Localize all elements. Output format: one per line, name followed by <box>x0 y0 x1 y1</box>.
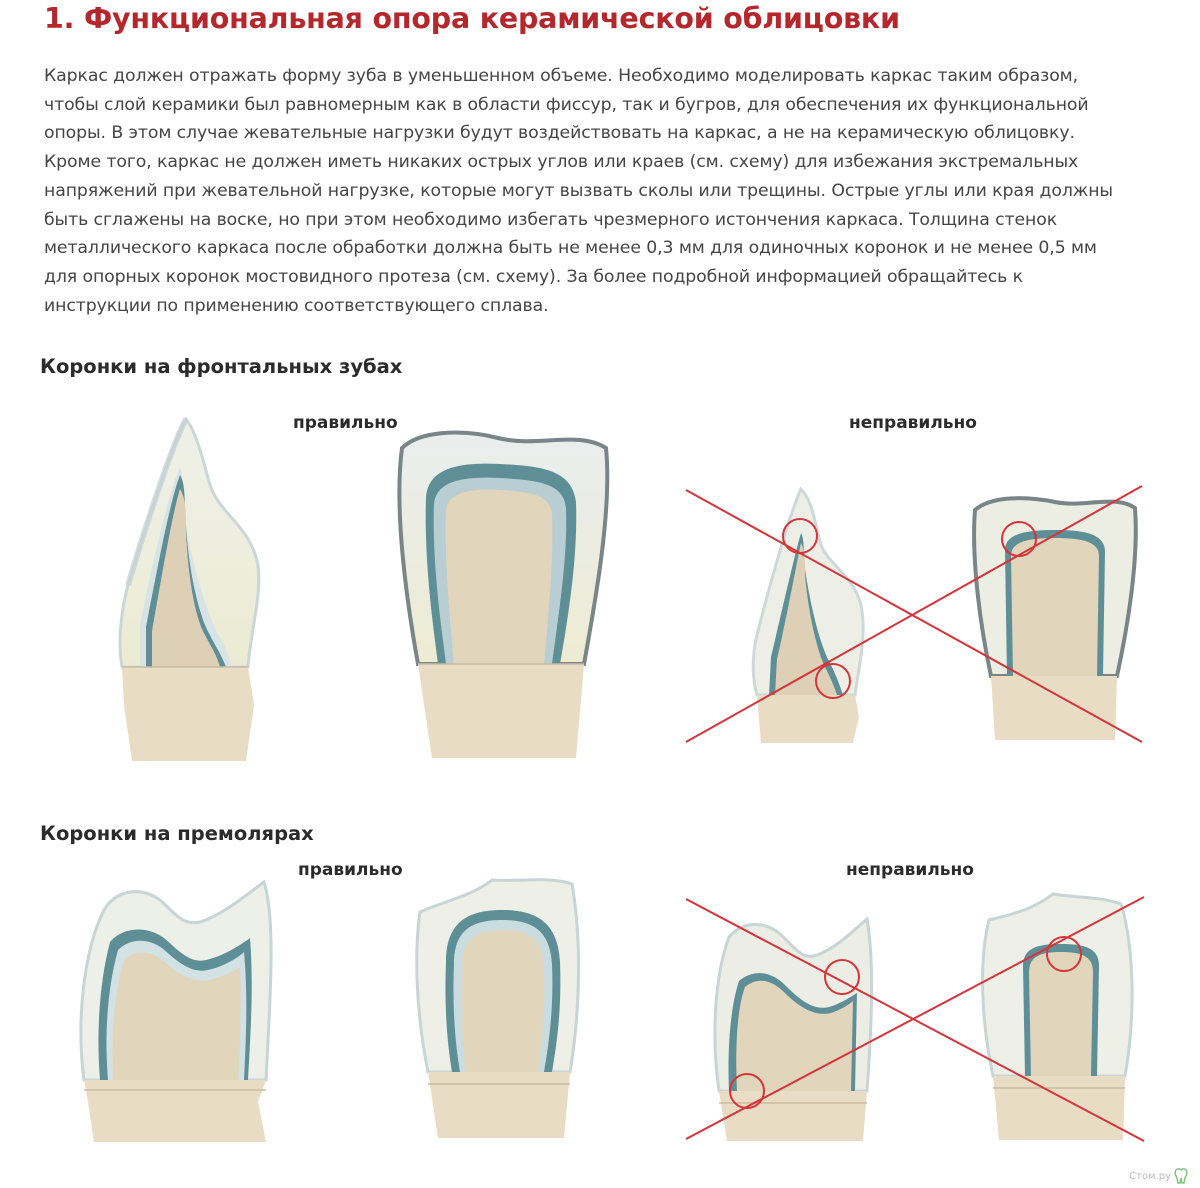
defect-circle <box>1002 522 1036 556</box>
defect-circle <box>730 1074 764 1108</box>
label-incorrect-front: неправильно <box>849 413 977 433</box>
paragraph-line: инструкции по применению соответствующего сплава. <box>44 295 549 316</box>
label-incorrect-premolar: неправильно <box>846 860 974 880</box>
section-heading-premolar: Коронки на премолярах <box>40 822 314 845</box>
premolar-side-correct <box>70 880 285 1145</box>
defect-circle <box>825 960 859 994</box>
paragraph-line: металлического каркаса после обработки должна быть не менее 0,3 мм для одиночных коронок и не менее 0,5 мм <box>44 238 1097 259</box>
paragraph-line: Каркас должен отражать форму зуба в уменьшенном объеме. Необходимо моделировать каркас таким образом, <box>44 66 1078 86</box>
defect-circle <box>1047 937 1081 971</box>
paragraph-line: опоры. В этом случае жевательные нагрузки будут воздействовать на каркас, а не на керамическую облицовку. <box>44 123 1075 144</box>
cross-line <box>686 897 1144 1139</box>
label-correct-front: правильно <box>293 413 398 433</box>
watermark-text: Стом.ру <box>1129 1170 1171 1182</box>
page-title: 1. Функциональная опора керамической облицовки <box>44 2 900 35</box>
defect-circle <box>783 519 817 553</box>
paragraph-line: быть сглажены на воске, но при этом необходимо избегать чрезмерного истончения каркаса. Толщина стенок <box>44 209 1058 230</box>
watermark <box>1129 1168 1188 1184</box>
front-incisor-front-correct <box>388 418 618 763</box>
label-correct-premolar: правильно <box>298 860 403 880</box>
front-incisor-side-correct <box>100 405 280 765</box>
paragraph-line: чтобы слой керамики был равномерным как в области фиссур, так и бугров, для обеспечения их функциональной <box>44 94 1089 115</box>
body-paragraph <box>44 62 1164 320</box>
defect-circle <box>816 664 850 698</box>
paragraph-line: напряжений при жевательной нагрузке, которые могут вызвать сколы или трещины. Острые углы или края должны <box>44 180 1113 201</box>
tooth-icon <box>1174 1168 1188 1184</box>
paragraph-line: Кроме того, каркас не должен иметь никаких острых углов или краев (см. схему) для избежания экстремальных <box>44 152 1079 173</box>
cross-line <box>686 899 1144 1141</box>
section-heading-front: Коронки на фронтальных зубах <box>40 355 403 378</box>
paragraph-line: для опорных коронок мостовидного протеза (см. схему). За более подробной информацией обращайтесь к <box>44 266 1023 287</box>
incorrect-cross-premolar <box>680 893 1150 1148</box>
premolar-front-correct <box>412 872 592 1142</box>
incorrect-cross-front <box>680 480 1150 750</box>
